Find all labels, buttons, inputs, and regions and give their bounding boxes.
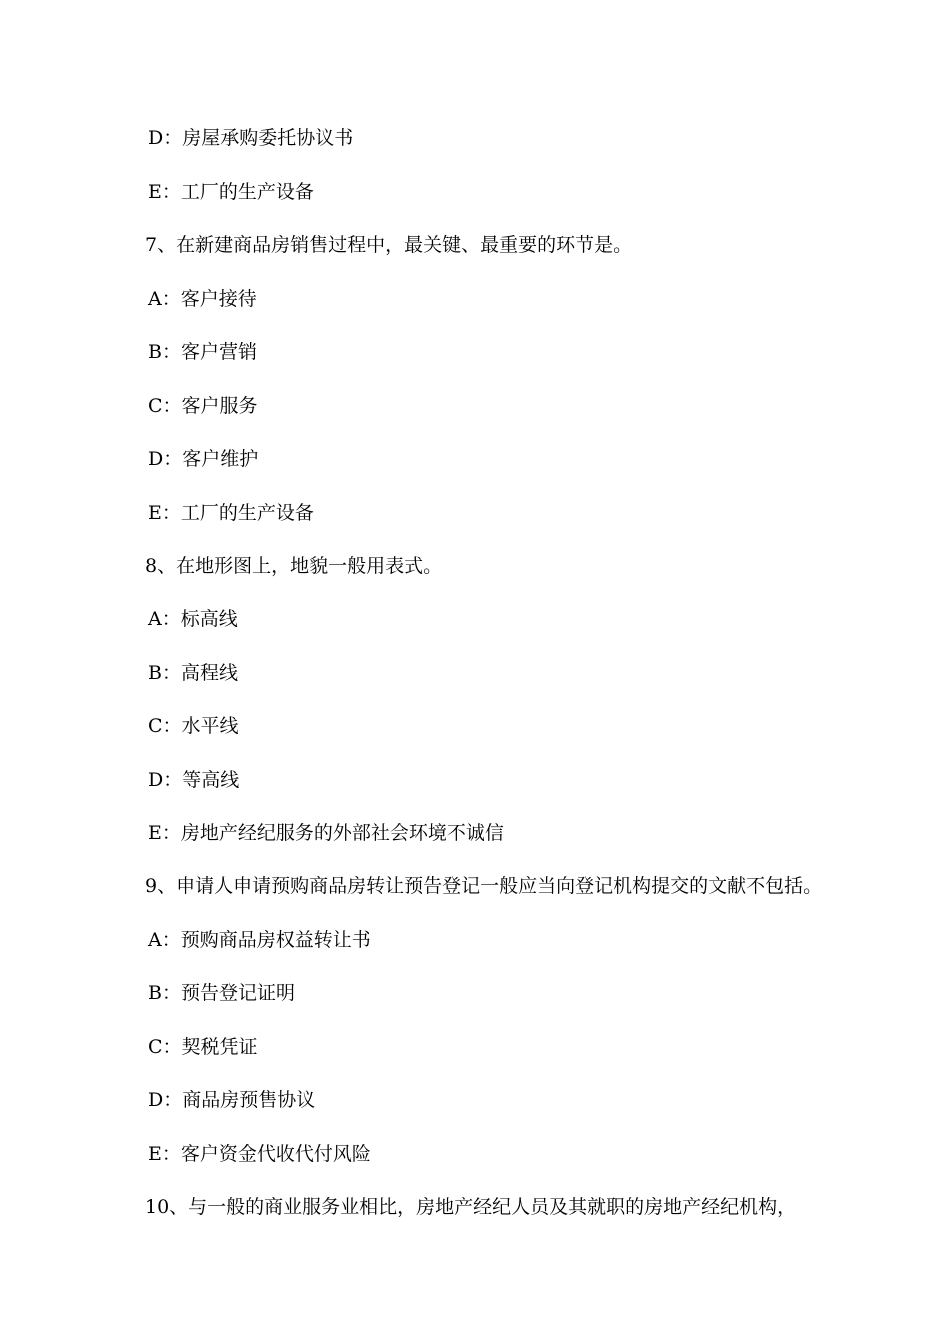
option-b: B：客户营销 [148,341,257,363]
option-c: C：客户服务 [148,395,258,417]
question-7: 7、在新建商品房销售过程中，最关键、最重要的环节是。 [145,234,633,256]
option-d: D：等高线 [148,769,240,791]
option-a: A：标高线 [148,608,238,630]
question-9: 9、申请人申请预购商品房转让预告登记一般应当向登记机构提交的文献不包括。 [145,875,823,897]
option-b: B：预告登记证明 [148,982,295,1004]
option-d: D：客户维护 [148,448,259,470]
option-a: A：预购商品房权益转让书 [148,929,371,951]
option-c: C：水平线 [148,715,239,737]
question-10: 10、与一般的商业服务业相比，房地产经纪人员及其就职的房地产经纪机构， [145,1196,797,1218]
option-d: D：商品房预售协议 [148,1089,316,1111]
question-8: 8、在地形图上，地貌一般用表式。 [145,555,443,577]
option-b: B：高程线 [148,662,238,684]
option-d: D：房屋承购委托协议书 [148,127,354,149]
option-c: C：契税凭证 [148,1036,258,1058]
option-e: E：客户资金代收代付风险 [148,1143,371,1165]
option-e: E：房地产经纪服务的外部社会环境不诚信 [148,822,504,844]
option-a: A：客户接待 [148,288,257,310]
option-e: E：工厂的生产设备 [148,181,314,203]
option-e: E：工厂的生产设备 [148,502,314,524]
